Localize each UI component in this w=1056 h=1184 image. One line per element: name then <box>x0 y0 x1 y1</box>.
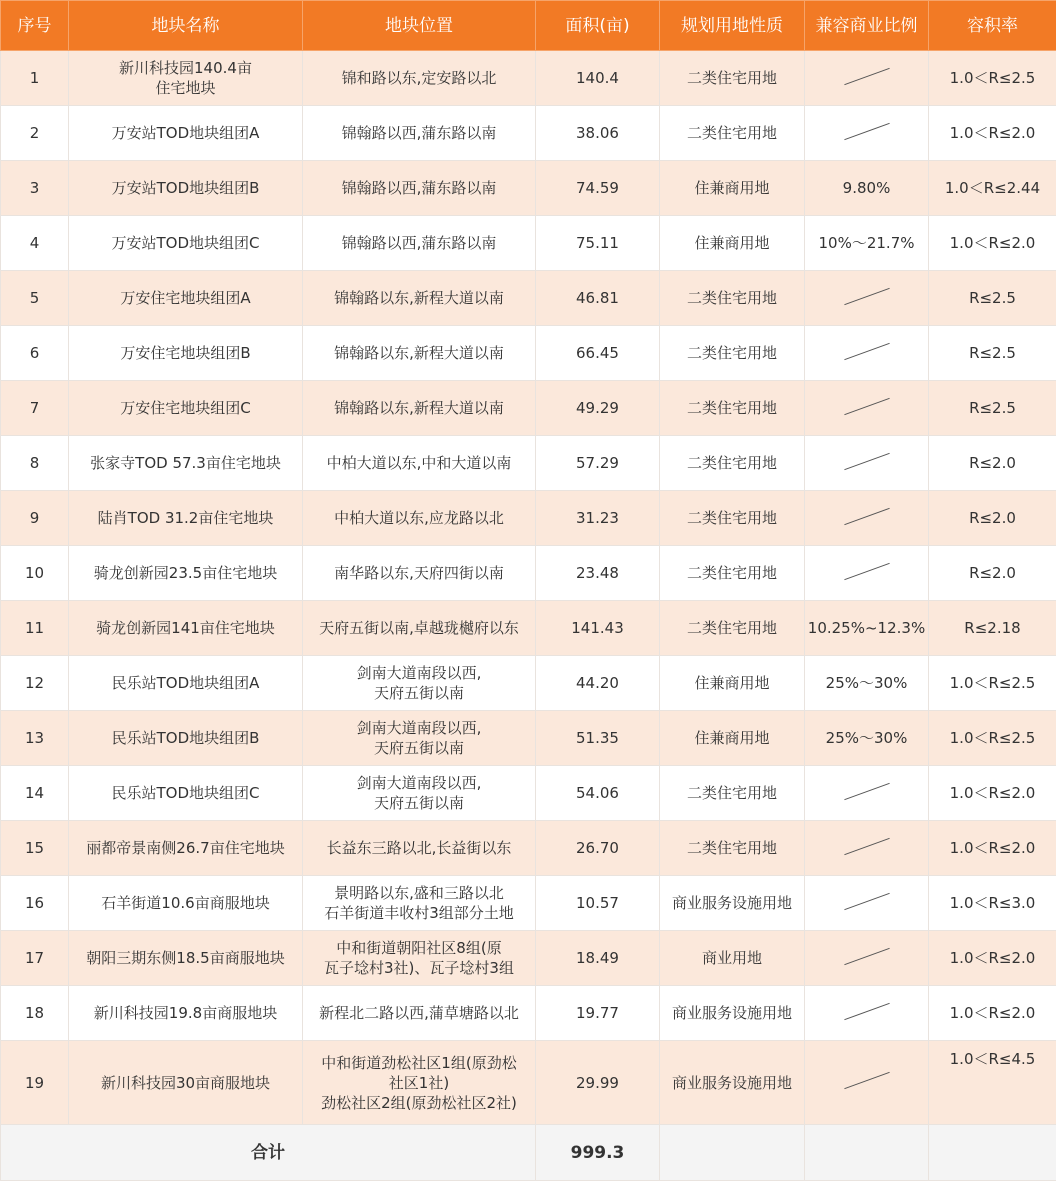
table-row <box>1 106 1056 161</box>
row-name <box>69 986 303 1041</box>
row-location <box>303 491 536 546</box>
row-name-line: 丽都帝景南侧26.7亩住宅地块 <box>86 839 285 857</box>
row-location-line: 社区1社) <box>388 1073 450 1092</box>
row-name <box>69 601 303 656</box>
header-no: 序号 <box>1 1 69 51</box>
header-row <box>1 1 1056 51</box>
row-land-use: 二类住宅用地 <box>660 491 805 546</box>
row-location-line: 南华路以东,天府四街以南 <box>334 564 504 582</box>
row-location <box>303 711 536 766</box>
row-name <box>69 381 303 436</box>
row-location-line: 新程北二路以西,蒲草塘路以北 <box>319 1004 519 1022</box>
row-location-line: 剑南大道南段以西, <box>356 664 482 682</box>
row-name <box>69 436 303 491</box>
not-applicable-slash <box>843 561 891 581</box>
row-name-line: 民乐站TOD地块组团A <box>111 674 260 692</box>
row-land-use: 商业服务设施用地 <box>660 876 805 931</box>
row-far: 1.0＜R≤2.44 <box>929 161 1056 216</box>
row-area: 19.77 <box>536 986 660 1041</box>
not-applicable-slash <box>843 286 891 306</box>
row-no: 14 <box>1 766 69 821</box>
row-far: 1.0＜R≤2.0 <box>929 766 1056 821</box>
row-name-line: 万安站TOD地块组团C <box>111 234 260 252</box>
row-location <box>303 106 536 161</box>
total-empty-cell <box>929 1125 1056 1181</box>
row-location <box>303 766 536 821</box>
row-no: 18 <box>1 986 69 1041</box>
table-body <box>1 51 1056 1181</box>
row-name <box>69 491 303 546</box>
row-no: 10 <box>1 546 69 601</box>
not-applicable-slash <box>843 66 891 86</box>
row-location-line: 锦翰路以东,新程大道以南 <box>334 289 504 307</box>
not-applicable-slash <box>843 396 891 416</box>
row-commercial-ratio <box>805 1041 929 1125</box>
row-land-use: 二类住宅用地 <box>660 106 805 161</box>
table-row <box>1 986 1056 1041</box>
row-no: 13 <box>1 711 69 766</box>
row-location <box>303 986 536 1041</box>
row-location-line: 石羊街道丰收村3组部分土地 <box>324 904 514 922</box>
row-location-line: 中柏大道以东,应龙路以北 <box>334 509 504 527</box>
row-far: 1.0＜R≤2.0 <box>929 986 1056 1041</box>
row-name <box>69 1041 303 1125</box>
row-location-line: 劲松社区2组(原劲松社区2社) <box>321 1093 517 1112</box>
row-commercial-ratio: 9.80% <box>805 161 929 216</box>
row-location-line: 天府五街以南,卓越珑樾府以东 <box>319 619 519 637</box>
not-applicable-slash <box>843 451 891 471</box>
table-row <box>1 326 1056 381</box>
table-row <box>1 491 1056 546</box>
row-location-line: 中和街道劲松社区1组(原劲松 <box>321 1053 517 1072</box>
row-area: 51.35 <box>536 711 660 766</box>
row-far: R≤2.5 <box>929 381 1056 436</box>
row-location-line: 锦翰路以西,蒲东路以南 <box>341 124 497 142</box>
row-location <box>303 1041 536 1125</box>
header-name: 地块名称 <box>69 1 303 51</box>
table-row <box>1 766 1056 821</box>
row-name <box>69 656 303 711</box>
row-far: R≤2.0 <box>929 436 1056 491</box>
row-name-line: 张家寺TOD 57.3亩住宅地块 <box>90 454 281 472</box>
row-land-use: 住兼商用地 <box>660 161 805 216</box>
table-row <box>1 51 1056 106</box>
table-row <box>1 271 1056 326</box>
total-empty-cell <box>805 1125 929 1181</box>
row-commercial-ratio: 25%～30% <box>805 711 929 766</box>
row-commercial-ratio <box>805 876 929 931</box>
row-location-line: 中和街道朝阳社区8组(原 <box>336 939 502 957</box>
row-location <box>303 381 536 436</box>
row-area: 29.99 <box>536 1041 660 1125</box>
row-area: 31.23 <box>536 491 660 546</box>
table-row <box>1 161 1056 216</box>
row-far: 1.0＜R≤2.0 <box>929 106 1056 161</box>
row-location <box>303 436 536 491</box>
row-location <box>303 51 536 106</box>
row-name <box>69 326 303 381</box>
table-row <box>1 216 1056 271</box>
row-land-use: 住兼商用地 <box>660 216 805 271</box>
not-applicable-slash <box>843 836 891 856</box>
row-far: R≤2.18 <box>929 601 1056 656</box>
row-far: R≤2.5 <box>929 326 1056 381</box>
row-location <box>303 216 536 271</box>
row-commercial-ratio <box>805 491 929 546</box>
row-commercial-ratio: 10.25%~12.3% <box>805 601 929 656</box>
row-name <box>69 931 303 986</box>
row-name <box>69 546 303 601</box>
row-name-line: 万安住宅地块组团C <box>120 399 251 417</box>
row-commercial-ratio: 25%～30% <box>805 656 929 711</box>
row-area: 57.29 <box>536 436 660 491</box>
table-row <box>1 381 1056 436</box>
row-area: 10.57 <box>536 876 660 931</box>
row-commercial-ratio <box>805 986 929 1041</box>
total-area: 999.3 <box>536 1125 660 1181</box>
row-land-use: 二类住宅用地 <box>660 271 805 326</box>
row-commercial-ratio <box>805 931 929 986</box>
row-far: 1.0＜R≤2.0 <box>929 821 1056 876</box>
table-row <box>1 821 1056 876</box>
row-name-line: 朝阳三期东侧18.5亩商服地块 <box>86 949 285 967</box>
row-name-line: 万安站TOD地块组团A <box>111 124 260 142</box>
row-area: 18.49 <box>536 931 660 986</box>
not-applicable-slash <box>843 946 891 966</box>
row-far: R≤2.5 <box>929 271 1056 326</box>
row-far: 1.0＜R≤2.5 <box>929 656 1056 711</box>
row-location <box>303 161 536 216</box>
table-row <box>1 436 1056 491</box>
table-row <box>1 931 1056 986</box>
row-location-line: 中柏大道以东,中和大道以南 <box>326 454 512 472</box>
row-name <box>69 51 303 106</box>
row-name-line: 陆肖TOD 31.2亩住宅地块 <box>97 509 274 527</box>
row-no: 5 <box>1 271 69 326</box>
row-name <box>69 876 303 931</box>
row-land-use: 商业用地 <box>660 931 805 986</box>
not-applicable-slash <box>843 341 891 361</box>
row-commercial-ratio <box>805 326 929 381</box>
row-area: 74.59 <box>536 161 660 216</box>
row-land-use: 二类住宅用地 <box>660 51 805 106</box>
row-area: 26.70 <box>536 821 660 876</box>
row-far: 1.0＜R≤2.5 <box>929 51 1056 106</box>
row-name <box>69 821 303 876</box>
row-area: 38.06 <box>536 106 660 161</box>
row-name-line: 新川科技园140.4亩 <box>119 59 252 77</box>
row-location-line: 景明路以东,盛和三路以北 <box>334 884 504 902</box>
row-land-use: 商业服务设施用地 <box>660 1041 805 1125</box>
row-no: 6 <box>1 326 69 381</box>
table-row <box>1 876 1056 931</box>
row-name-line: 新川科技园30亩商服地块 <box>100 1073 271 1092</box>
row-no: 9 <box>1 491 69 546</box>
row-location-line: 剑南大道南段以西, <box>356 774 482 792</box>
row-name <box>69 766 303 821</box>
row-area: 46.81 <box>536 271 660 326</box>
row-area: 66.45 <box>536 326 660 381</box>
row-area: 44.20 <box>536 656 660 711</box>
row-land-use: 二类住宅用地 <box>660 546 805 601</box>
row-area: 75.11 <box>536 216 660 271</box>
total-empty-cell <box>660 1125 805 1181</box>
row-name-line: 石羊街道10.6亩商服地块 <box>101 894 270 912</box>
header-area: 面积(亩) <box>536 1 660 51</box>
row-location-line: 瓦子埝村3社)、瓦子埝村3组 <box>324 959 514 977</box>
row-area: 49.29 <box>536 381 660 436</box>
row-name-line: 万安站TOD地块组团B <box>111 179 260 197</box>
row-location-line: 锦翰路以东,新程大道以南 <box>334 344 504 362</box>
row-commercial-ratio <box>805 821 929 876</box>
not-applicable-slash <box>843 781 891 801</box>
row-name <box>69 216 303 271</box>
table-row <box>1 656 1056 711</box>
row-name <box>69 271 303 326</box>
row-name <box>69 161 303 216</box>
row-location <box>303 546 536 601</box>
row-far: 1.0＜R≤2.0 <box>929 931 1056 986</box>
header-far: 容积率 <box>929 1 1056 51</box>
row-name <box>69 106 303 161</box>
row-land-use: 商业服务设施用地 <box>660 986 805 1041</box>
row-no: 3 <box>1 161 69 216</box>
not-applicable-slash <box>843 506 891 526</box>
row-location-line: 剑南大道南段以西, <box>356 719 482 737</box>
not-applicable-slash <box>843 891 891 911</box>
row-location-line: 天府五街以南 <box>373 739 464 757</box>
row-name-line: 民乐站TOD地块组团C <box>111 784 260 802</box>
row-no: 4 <box>1 216 69 271</box>
row-location <box>303 656 536 711</box>
row-land-use: 住兼商用地 <box>660 656 805 711</box>
row-name-line: 新川科技园19.8亩商服地块 <box>93 1004 278 1022</box>
table-row <box>1 601 1056 656</box>
row-commercial-ratio <box>805 436 929 491</box>
row-location-line: 天府五街以南 <box>373 794 464 812</box>
row-location-line: 锦翰路以西,蒲东路以南 <box>341 179 497 197</box>
row-commercial-ratio <box>805 766 929 821</box>
row-no: 12 <box>1 656 69 711</box>
not-applicable-slash <box>843 121 891 141</box>
table-row <box>1 1041 1056 1125</box>
row-far: 1.0＜R≤3.0 <box>929 876 1056 931</box>
row-no: 2 <box>1 106 69 161</box>
row-name-line: 万安住宅地块组团A <box>120 289 251 307</box>
row-no: 7 <box>1 381 69 436</box>
row-no: 16 <box>1 876 69 931</box>
header-land-use: 规划用地性质 <box>660 1 805 51</box>
row-far: 1.0＜R≤4.5 <box>929 1041 1056 1125</box>
row-far: 1.0＜R≤2.5 <box>929 711 1056 766</box>
not-applicable-slash <box>843 1001 891 1021</box>
row-location-line: 锦翰路以东,新程大道以南 <box>334 399 504 417</box>
row-location <box>303 601 536 656</box>
not-applicable-slash <box>843 1070 891 1090</box>
row-area: 23.48 <box>536 546 660 601</box>
row-name-line: 万安住宅地块组团B <box>120 344 251 362</box>
row-commercial-ratio: 10%～21.7% <box>805 216 929 271</box>
row-commercial-ratio <box>805 51 929 106</box>
row-area: 141.43 <box>536 601 660 656</box>
row-commercial-ratio <box>805 271 929 326</box>
row-far: R≤2.0 <box>929 546 1056 601</box>
total-label: 合计 <box>1 1125 536 1181</box>
row-commercial-ratio <box>805 106 929 161</box>
row-far: R≤2.0 <box>929 491 1056 546</box>
row-location <box>303 931 536 986</box>
header-location: 地块位置 <box>303 1 536 51</box>
row-commercial-ratio <box>805 546 929 601</box>
table-row <box>1 546 1056 601</box>
row-no: 15 <box>1 821 69 876</box>
row-name <box>69 711 303 766</box>
row-location-line: 锦翰路以西,蒲东路以南 <box>341 234 497 252</box>
row-area: 140.4 <box>536 51 660 106</box>
row-land-use: 住兼商用地 <box>660 711 805 766</box>
row-area: 54.06 <box>536 766 660 821</box>
row-location <box>303 271 536 326</box>
row-land-use: 二类住宅用地 <box>660 766 805 821</box>
row-land-use: 二类住宅用地 <box>660 381 805 436</box>
row-commercial-ratio <box>805 381 929 436</box>
row-far: 1.0＜R≤2.0 <box>929 216 1056 271</box>
row-land-use: 二类住宅用地 <box>660 821 805 876</box>
header-commercial-ratio: 兼容商业比例 <box>805 1 929 51</box>
row-location <box>303 821 536 876</box>
row-no: 19 <box>1 1041 69 1125</box>
row-location-line: 长益东三路以北,长益街以东 <box>326 839 512 857</box>
row-no: 8 <box>1 436 69 491</box>
row-location-line: 天府五街以南 <box>373 684 464 702</box>
row-location <box>303 876 536 931</box>
row-name-line: 住宅地块 <box>155 79 216 97</box>
row-name-line: 骑龙创新园141亩住宅地块 <box>96 619 275 637</box>
row-no: 11 <box>1 601 69 656</box>
row-location <box>303 326 536 381</box>
total-row <box>1 1125 1056 1181</box>
row-name-line: 民乐站TOD地块组团B <box>111 729 260 747</box>
row-land-use: 二类住宅用地 <box>660 436 805 491</box>
row-no: 17 <box>1 931 69 986</box>
row-name-line: 骑龙创新园23.5亩住宅地块 <box>93 564 278 582</box>
table-row <box>1 711 1056 766</box>
row-no: 1 <box>1 51 69 106</box>
row-land-use: 二类住宅用地 <box>660 601 805 656</box>
row-location-line: 锦和路以东,定安路以北 <box>341 69 497 87</box>
row-land-use: 二类住宅用地 <box>660 326 805 381</box>
